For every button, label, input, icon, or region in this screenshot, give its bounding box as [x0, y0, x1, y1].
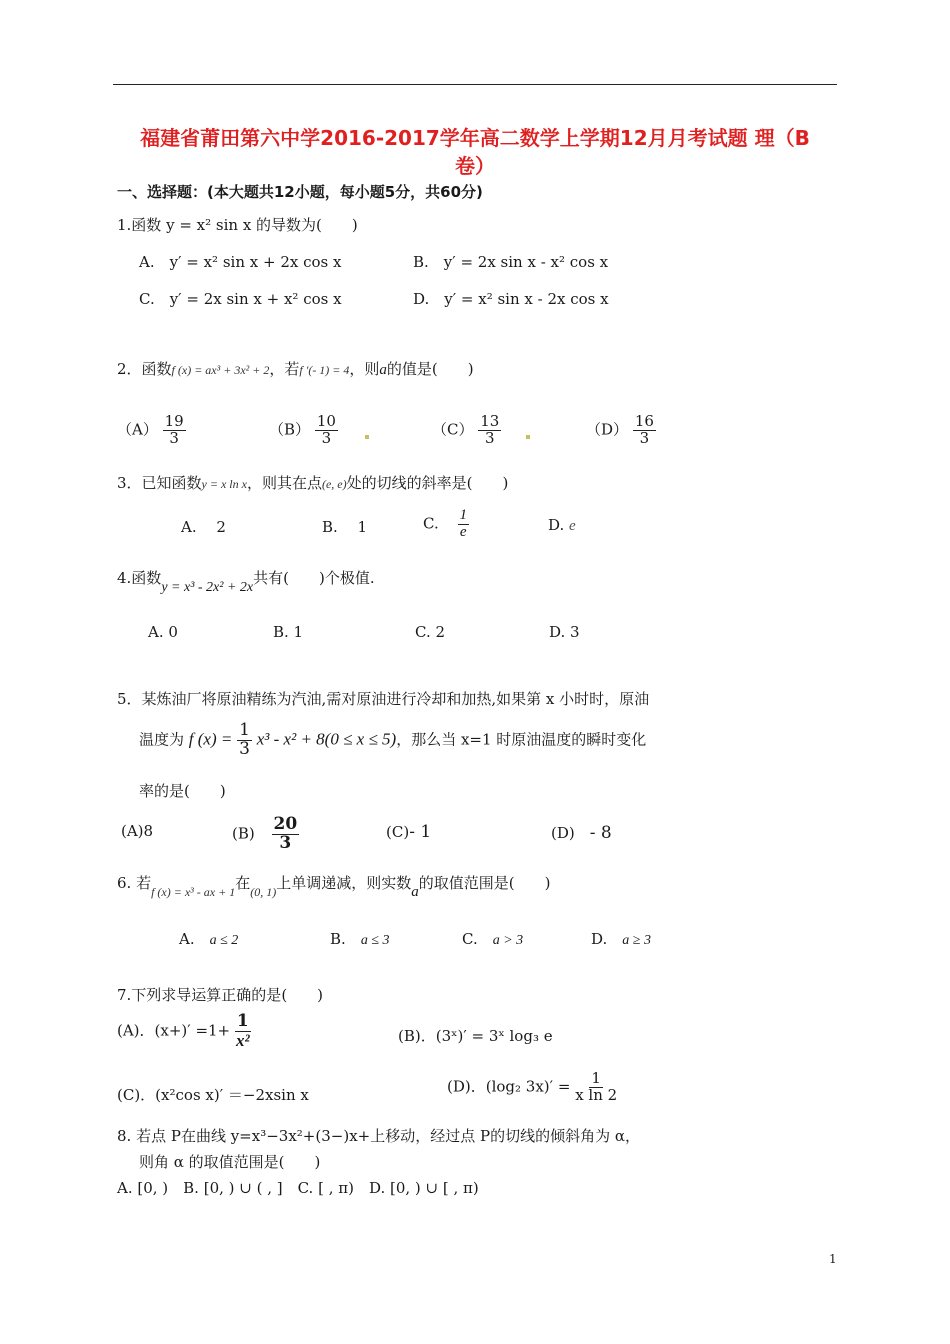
q2-mid2: ，则 — [349, 360, 380, 378]
q5-expression: x³ - x² + 8(0 ≤ x ≤ 5) — [256, 729, 397, 749]
q3-option-a: A. 2 — [181, 518, 226, 536]
q4-option-d: D. 3 — [549, 623, 580, 641]
q8-line1: 8. 若点 P在曲线 y=x³−3x²+(3−)x+上移动，经过点 P的切线的倾斜角为 α， — [117, 1127, 640, 1145]
fraction: $\frac{1}{e}$ — [459, 507, 467, 540]
q3-point: (e, e) — [321, 477, 347, 491]
q8-options: A. [0, ) B. [0, ) ∪ ( , ] C. [ , π) D. [0, ) ∪ [ , π) — [117, 1179, 479, 1197]
q7-option-d: (D)．(log₂ 3x)′ = $\frac{1}{\text{x ln 2}}$ — [447, 1069, 618, 1104]
q7-option-c: (C)．(x²cos x)′ ＝−2xsin x — [117, 1086, 309, 1104]
q3-function: y = x ln x — [201, 477, 247, 491]
fraction: $\frac{1}{\text{x²}}$ — [236, 1011, 250, 1050]
q5-line1: 5．某炼油厂将原油精练为汽油,需对原油进行冷却和加热,如果第 x 小时时，原油 — [117, 690, 650, 708]
q2-pre: 2．函数 — [117, 360, 172, 378]
q1-stem: 1.函数 y = x² sin x 的导数为( ) — [117, 216, 358, 234]
q7-stem: 7.下列求导运算正确的是( ) — [117, 986, 324, 1004]
q2-mid: ，若 — [269, 360, 300, 378]
q5-option-b: (B) $\frac{20}{3}$ — [232, 814, 298, 853]
q4-function: y = x³ - 2x² + 2x — [161, 580, 254, 595]
q5-option-a: (A)8 — [121, 822, 154, 840]
fraction: $\frac{13}{3}$ — [480, 412, 500, 447]
q6-option-d: D. a ≥ 3 — [591, 930, 651, 948]
q2-option-d: （D） $\frac{16}{3}$ — [586, 412, 654, 447]
q2-option-b: （B） $\frac{10}{3}$ — [269, 412, 336, 447]
q2-option-a: （A） $\frac{19}{3}$ — [117, 412, 184, 447]
q6-option-b: B. a ≤ 3 — [330, 930, 390, 948]
page-title: 福建省莆田第六中学2016-2017学年高二数学上学期12月月考试题 理（B — [140, 126, 810, 150]
q2-stem — [117, 358, 474, 379]
q6-option-c: C. a > 3 — [462, 930, 524, 948]
q2-option-c: （C） $\frac{13}{3}$ — [432, 412, 500, 447]
q3-option-d: D. e — [548, 516, 576, 534]
q7-option-a: (A)．(x+)′ =1+ $\frac{1}{\text{x²}}$ — [117, 1011, 250, 1050]
scan-speck — [365, 435, 369, 439]
q8-line2: 则角 α 的取值范围是( ) — [139, 1153, 321, 1171]
q3-stem: 3．已知函数y = x ln x，则其在点(e, e)处的切线的斜率是( ) — [117, 474, 509, 492]
q6-stem: 6. 若$_{f (x) = x^3 - ax + 1}$在$_{(0, 1)}$上单调递减，则实数a的取值范围是( ) — [117, 874, 551, 900]
q4-option-a: A. 0 — [148, 623, 178, 641]
fraction: $\frac{1}{\text{x ln 2}}$ — [575, 1069, 618, 1104]
fraction: $\frac{19}{3}$ — [164, 412, 184, 447]
fraction: $\frac{16}{3}$ — [634, 412, 654, 447]
q2-condition: f ′(- 1) = 4 — [299, 363, 350, 377]
q6-option-a: A. a ≤ 2 — [179, 930, 239, 948]
scan-speck — [526, 435, 530, 439]
q4-option-b: B. 1 — [273, 623, 304, 641]
fraction: $\frac{1}{3}$ — [239, 720, 250, 759]
q5-line3: 率的是( ) — [139, 782, 226, 800]
q1-option-d: D. y′ = x² sin x - 2x cos x — [413, 290, 609, 308]
q7-option-b: (B)．(3ˣ)′ = 3ˣ log₃ e — [398, 1027, 553, 1045]
q2-variable: a — [379, 362, 387, 378]
q3-option-b: B. 1 — [322, 518, 368, 536]
q2-post: 的值是( ) — [386, 360, 474, 378]
q2-function: f (x) = ax³ + 3x² + 2 — [171, 363, 270, 377]
q1-option-a: A. y′ = x² sin x + 2x cos x — [139, 253, 342, 271]
page-title-continued: 卷） — [455, 154, 495, 178]
fraction: $\frac{10}{3}$ — [316, 412, 336, 447]
q4-stem: 4.函数y = x³ - 2x² + 2x共有( )个极值. — [117, 569, 375, 595]
section-heading: 一、选择题：(本大题共12小题，每小题5分，共60分) — [117, 183, 483, 201]
q3-option-c: C. $\frac{1}{e}$ — [423, 507, 467, 540]
page-number: 1 — [829, 1252, 837, 1266]
q1-option-b: B. y′ = 2x sin x - x² cos x — [413, 253, 609, 271]
q5-option-d: (D) - 8 — [551, 823, 612, 843]
q6-interval: (0, 1) — [250, 885, 277, 899]
q4-option-c: C. 2 — [415, 623, 446, 641]
q5-option-c: (C)- 1 — [386, 822, 432, 842]
q6-function: f (x) = x³ - ax + 1 — [151, 885, 236, 899]
fraction: $\frac{20}{3}$ — [273, 814, 298, 853]
q5-line2: 温度为 f (x) = $\frac{1}{3}$ x³ - x² + 8(0 ≤ x ≤ 5)，那么当 x=1 时原油温度的瞬时变化 — [139, 720, 647, 759]
q1-option-c: C. y′ = 2x sin x + x² cos x — [139, 290, 342, 308]
top-rule — [113, 84, 837, 85]
